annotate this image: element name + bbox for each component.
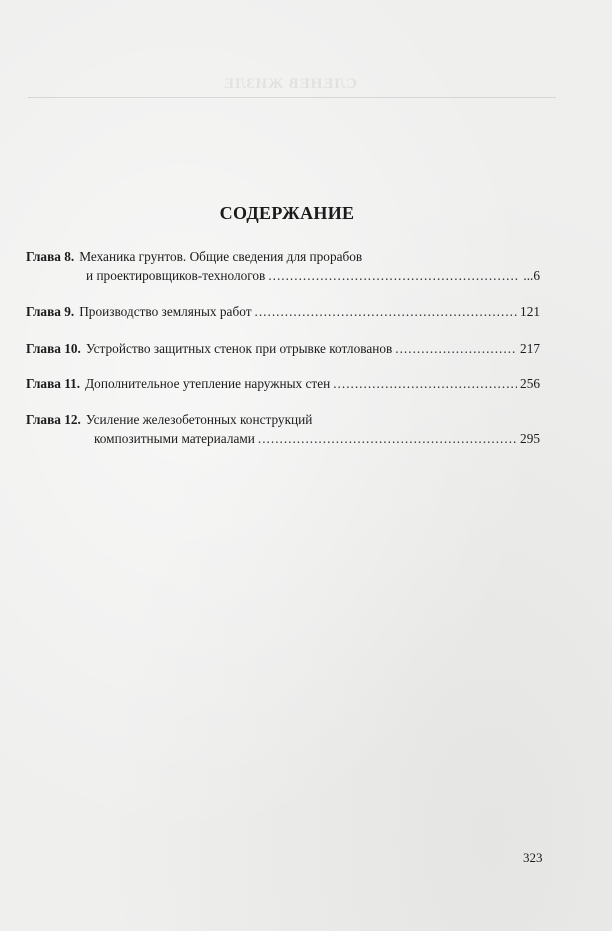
dot-leader: [395, 339, 517, 358]
dot-leader: [255, 302, 518, 321]
toc-entry-chapter-9[interactable]: [26, 302, 540, 321]
chapter-number: Глава 10.: [26, 341, 81, 356]
page-title: СОДЕРЖАНИЕ: [219, 203, 355, 223]
chapter-title: Дополнительное утепление наружных стен: [85, 376, 331, 391]
toc-entry-chapter-8[interactable]: [26, 247, 540, 285]
chapter-number: Глава 9.: [26, 304, 75, 319]
dot-leader: [268, 266, 520, 285]
header-rule: [28, 97, 556, 98]
page-reference: 256: [520, 376, 540, 391]
dot-leader: [333, 374, 517, 393]
chapter-number: Глава 8.: [26, 249, 75, 264]
chapter-number: Глава 12.: [26, 412, 81, 427]
page-number: 323: [523, 850, 543, 865]
toc-entry-chapter-10[interactable]: [26, 339, 540, 358]
page-reference: 217: [520, 341, 540, 356]
chapter-title-continued: композитными материалами: [94, 431, 255, 446]
page-reference: 295: [520, 431, 540, 446]
chapter-title: Устройство защитных стенок при отрывке котлованов: [85, 341, 393, 356]
page-reference: ...6: [523, 268, 540, 283]
bleed-through-text: СЛЕНЕВ ЖИЗЛЕ: [223, 76, 358, 92]
dot-leader: [258, 429, 517, 448]
toc-entry-chapter-11[interactable]: [26, 374, 540, 393]
chapter-title-continued: и проектировщиков-технологов: [86, 268, 266, 283]
toc-entry-chapter-12[interactable]: [26, 410, 540, 448]
chapter-title: Механика грунтов. Общие сведения для прорабов: [79, 249, 363, 264]
chapter-title: Усиление железобетонных конструкций: [85, 412, 313, 427]
chapter-number: Глава 11.: [26, 376, 81, 391]
page-reference: 121: [520, 304, 540, 319]
chapter-title: Производство земляных работ: [79, 304, 252, 319]
